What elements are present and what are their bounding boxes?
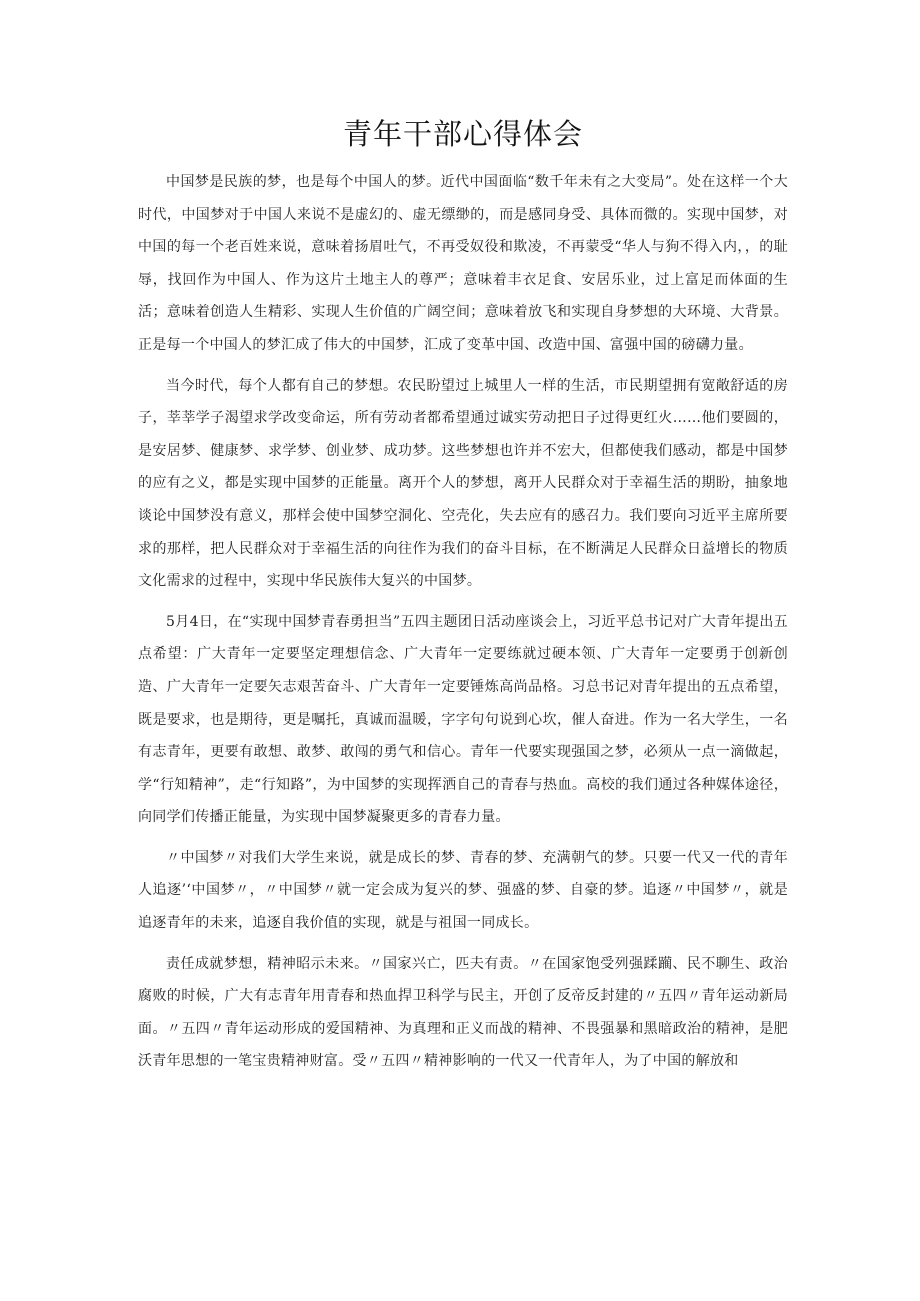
paragraph-3: 5月4日，在“实现中国梦青春勇担当”五四主题团日活动座谈会上，习近平总书记对广大青年提出五点希望：广大青年一定要坚定理想信念、广大青年一定要练就过硬本领、广大青年一定要勇于创新创造、广大青年一定要矢志艰苦奋斗、广大青年一定要锤炼高尚品格。习总书记对青年提出的五点希望，既是要求，也是期待，更是嘱托，真诚而温暖，字字句句说到心坎，催人奋进。作为一名大学生，一名有志青年，更要有敢想、敢梦、敢闯的勇气和信心。青年一代要实现强国之梦，必须从一点一滴做起，学“行知精神”，走“行知路”，为中国梦的实现挥洒自己的青春与热血。高校的我们通过各种媒体途径，向同学们传播正能量，为实现中国梦凝聚更多的青春力量。 [138,613,788,826]
paragraph-4: 〃中国梦〃对我们大学生来说，就是成长的梦、青春的梦、充满朝气的梦。只要一代又一代的青年人追逐’‘中国梦〃，〃中国梦〃就一定会成为复兴的梦、强盛的梦、自豪的梦。追逐〃中国梦〃，就是追逐青年的未来，追逐自我价值的实现，就是与祖国一同成长。 [138,849,788,932]
paragraph-1: 中国梦是民族的梦，也是每个中国人的梦。近代中国面临“数千年未有之大变局”。处在这样一个大时代，中国梦对于中国人来说不是虚幻的、虚无缥缈的，而是感同身受、具体而微的。实现中国梦，对中国的每一个老百姓来说，意味着扬眉吐气，不再受奴役和欺凌，不再蒙受“华人与狗不得入内，，的耻辱，找回作为中国人、作为这片土地主人的尊严；意味着丰衣足食、安居乐业，过上富足而体面的生活；意味着创造人生精彩、实现人生价值的广阔空间；意味着放飞和实现自身梦想的大环境、大背景。正是每一个中国人的梦汇成了伟大的中国梦，汇成了变革中国、改造中国、富强中国的磅礴力量。 [138,174,788,353]
document-title: 青年干部心得体会 [342,117,583,151]
document-page [138,112,788,1086]
paragraph-2: 当今时代，每个人都有自己的梦想。农民盼望过上城里人一样的生活，市民期望拥有宽敞舒适的房子，莘莘学子渴望求学改变命运，所有劳动者都希望通过诚实劳动把日子过得更红火……他们要圆的，是安居梦、健康梦、求学梦、创业梦、成功梦。这些梦想也许并不宏大，但都使我们感动，都是中国梦的应有之义，都是实现中国梦的正能量。离开个人的梦想，离开人民群众对于幸福生活的期盼，抽象地谈论中国梦没有意义，那样会使中国梦空洞化、空壳化，失去应有的感召力。我们要向习近平主席所要求的那样，把人民群众对于幸福生活的向往作为我们的奋斗目标，在不断满足人民群众日益增长的物质文化需求的过程中，实现中华民族伟大复兴的中国梦。 [138,377,788,590]
paragraph-5: 责任成就梦想，精神昭示未来。〃国家兴亡，匹夫有责。〃在国家饱受列强蹂躏、民不聊生、政治腐败的时候，广大有志青年用青春和热血捍卫科学与民主，开创了反帝反封建的〃五四〃青年运动新局面。〃五四〃青年运动形成的爱国精神、为真理和正义而战的精神、不畏强暴和黑暗政治的精神，是肥沃青年思想的一笔宝贵精神财富。受〃五四〃精神影响的一代又一代青年人，为了中国的解放和 [138,955,788,1070]
